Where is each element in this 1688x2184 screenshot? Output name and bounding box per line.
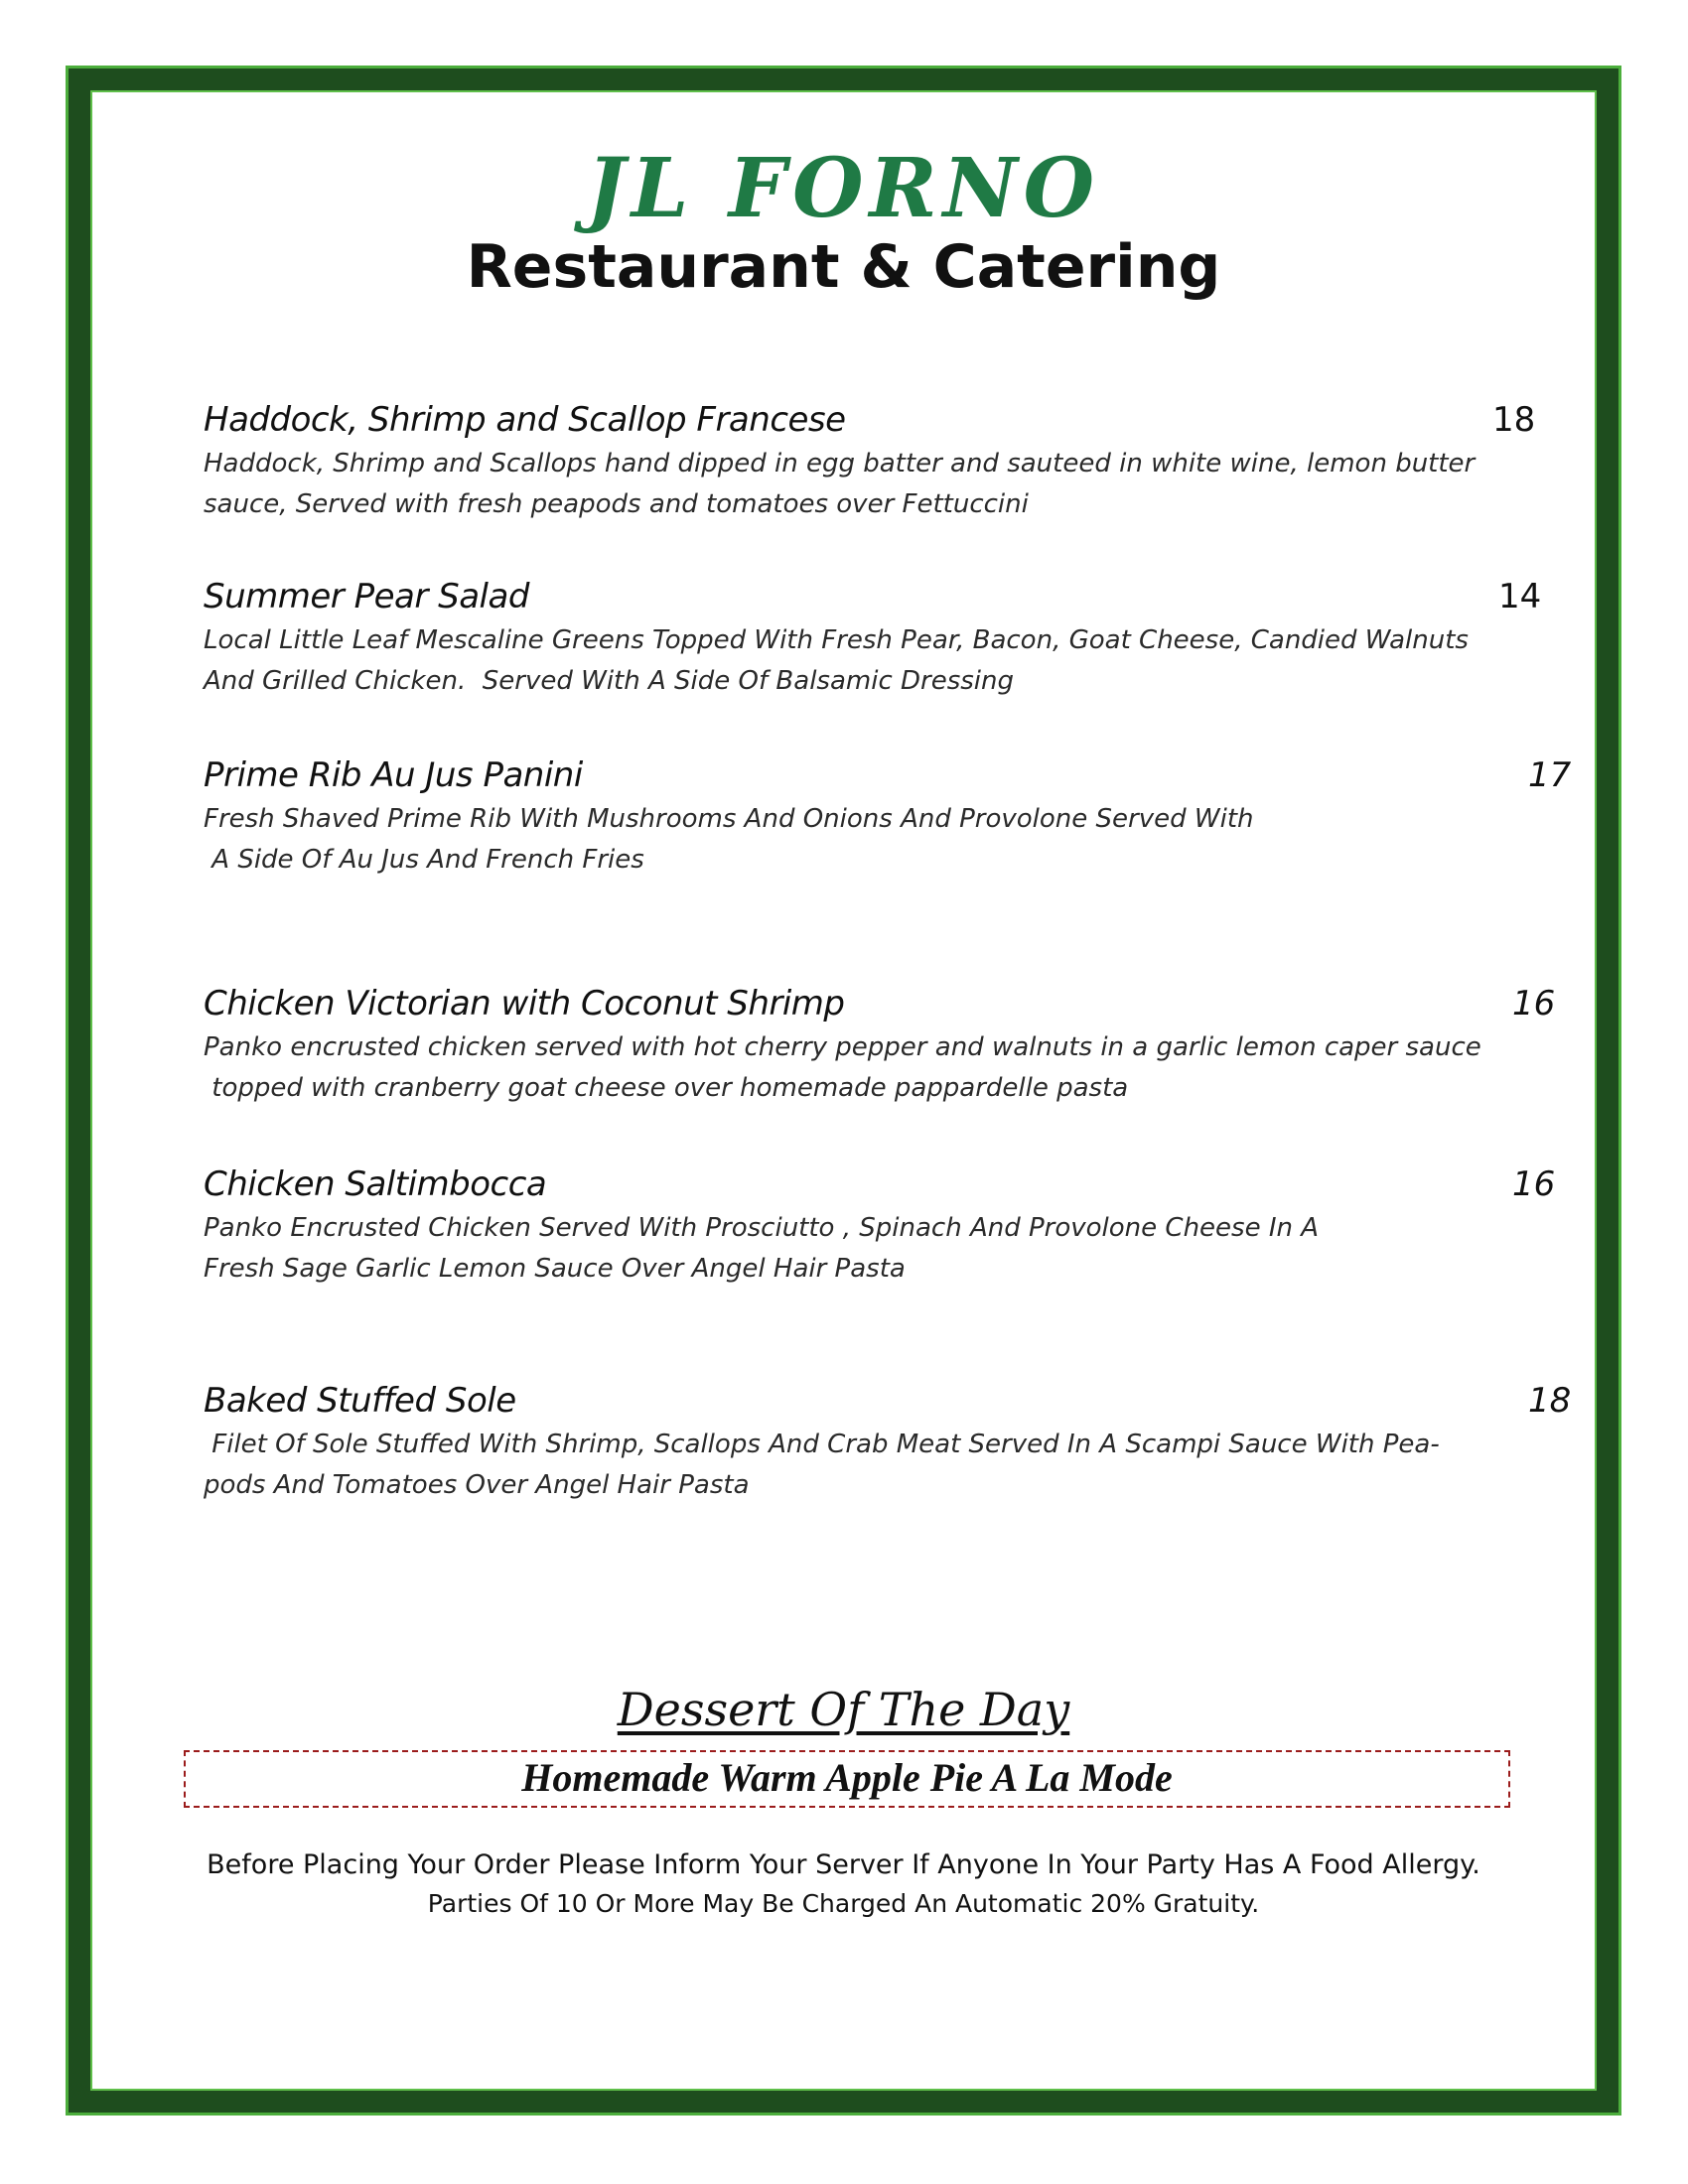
item-description: Panko Encrusted Chicken Served With Prosciutto , Spinach And Provolone Cheese In A Fresh Sage Garlic Lemon Sauce Over Angel Hair Pasta xyxy=(204,1213,1320,1284)
dessert-heading: Dessert Of The Day xyxy=(617,1683,1070,1736)
menu-item-baked-stuffed-sole xyxy=(204,1379,1574,1506)
menu-item-summer-pear-salad xyxy=(204,575,1574,702)
restaurant-subtitle: Restaurant & Catering xyxy=(466,232,1221,302)
menu-item-chicken-saltimbocca xyxy=(204,1162,1574,1290)
item-name: Summer Pear Salad xyxy=(204,577,529,616)
item-name: Baked Stuffed Sole xyxy=(204,1381,516,1421)
item-name: Haddock, Shrimp and Scallop Francese xyxy=(204,400,846,440)
item-name: Chicken Victorian with Coconut Shrimp xyxy=(204,984,845,1024)
menu-item-chicken-victorian xyxy=(204,982,1574,1109)
item-name: Prime Rib Au Jus Panini xyxy=(204,755,583,795)
gratuity-notice: Parties Of 10 Or More May Be Charged An Automatic 20% Gratuity. xyxy=(427,1889,1260,1918)
item-description: Panko encrusted chicken served with hot cherry pepper and walnuts in a garlic lemon caper sauce topped with cranberry goat cheese over homemade pappardelle pasta xyxy=(204,1032,1481,1103)
item-price: 14 xyxy=(1498,577,1542,616)
item-price: 16 xyxy=(1512,984,1556,1024)
item-price: 18 xyxy=(1492,400,1536,440)
menu-item-prime-rib-panini xyxy=(204,753,1574,881)
item-name: Chicken Saltimbocca xyxy=(204,1164,547,1204)
menu-page xyxy=(90,90,1597,2091)
item-description: Fresh Shaved Prime Rib With Mushrooms And Onions And Provolone Served With A Side Of Au Jus And French Fries xyxy=(204,804,1254,875)
item-price: 18 xyxy=(1528,1381,1572,1421)
menu-item-haddock-francese xyxy=(204,398,1574,525)
dessert-name: Homemade Warm Apple Pie A La Mode xyxy=(521,1755,1173,1800)
dessert-box xyxy=(184,1750,1510,1808)
item-price: 16 xyxy=(1512,1164,1556,1204)
restaurant-logo: JL FORNO xyxy=(586,141,1101,236)
item-description: Local Little Leaf Mescaline Greens Topped With Fresh Pear, Bacon, Goat Cheese, Candied Walnuts And Grilled Chicken. Served With A Side Of Balsamic Dressing xyxy=(204,625,1469,696)
allergy-notice: Before Placing Your Order Please Inform Your Server If Anyone In Your Party Has A Food Allergy. xyxy=(207,1849,1480,1880)
item-price: 17 xyxy=(1528,755,1572,795)
item-description: Filet Of Sole Stuffed With Shrimp, Scallops And Crab Meat Served In A Scampi Sauce With Pea- pods And Tomatoes Over Angel Hair Pasta xyxy=(204,1430,1440,1500)
page-border-outer xyxy=(66,66,1621,2116)
item-description: Haddock, Shrimp and Scallops hand dipped in egg batter and sauteed in white wine, lemon butter sauce, Served with fresh peapods and tomatoes over Fettuccini xyxy=(204,449,1476,519)
